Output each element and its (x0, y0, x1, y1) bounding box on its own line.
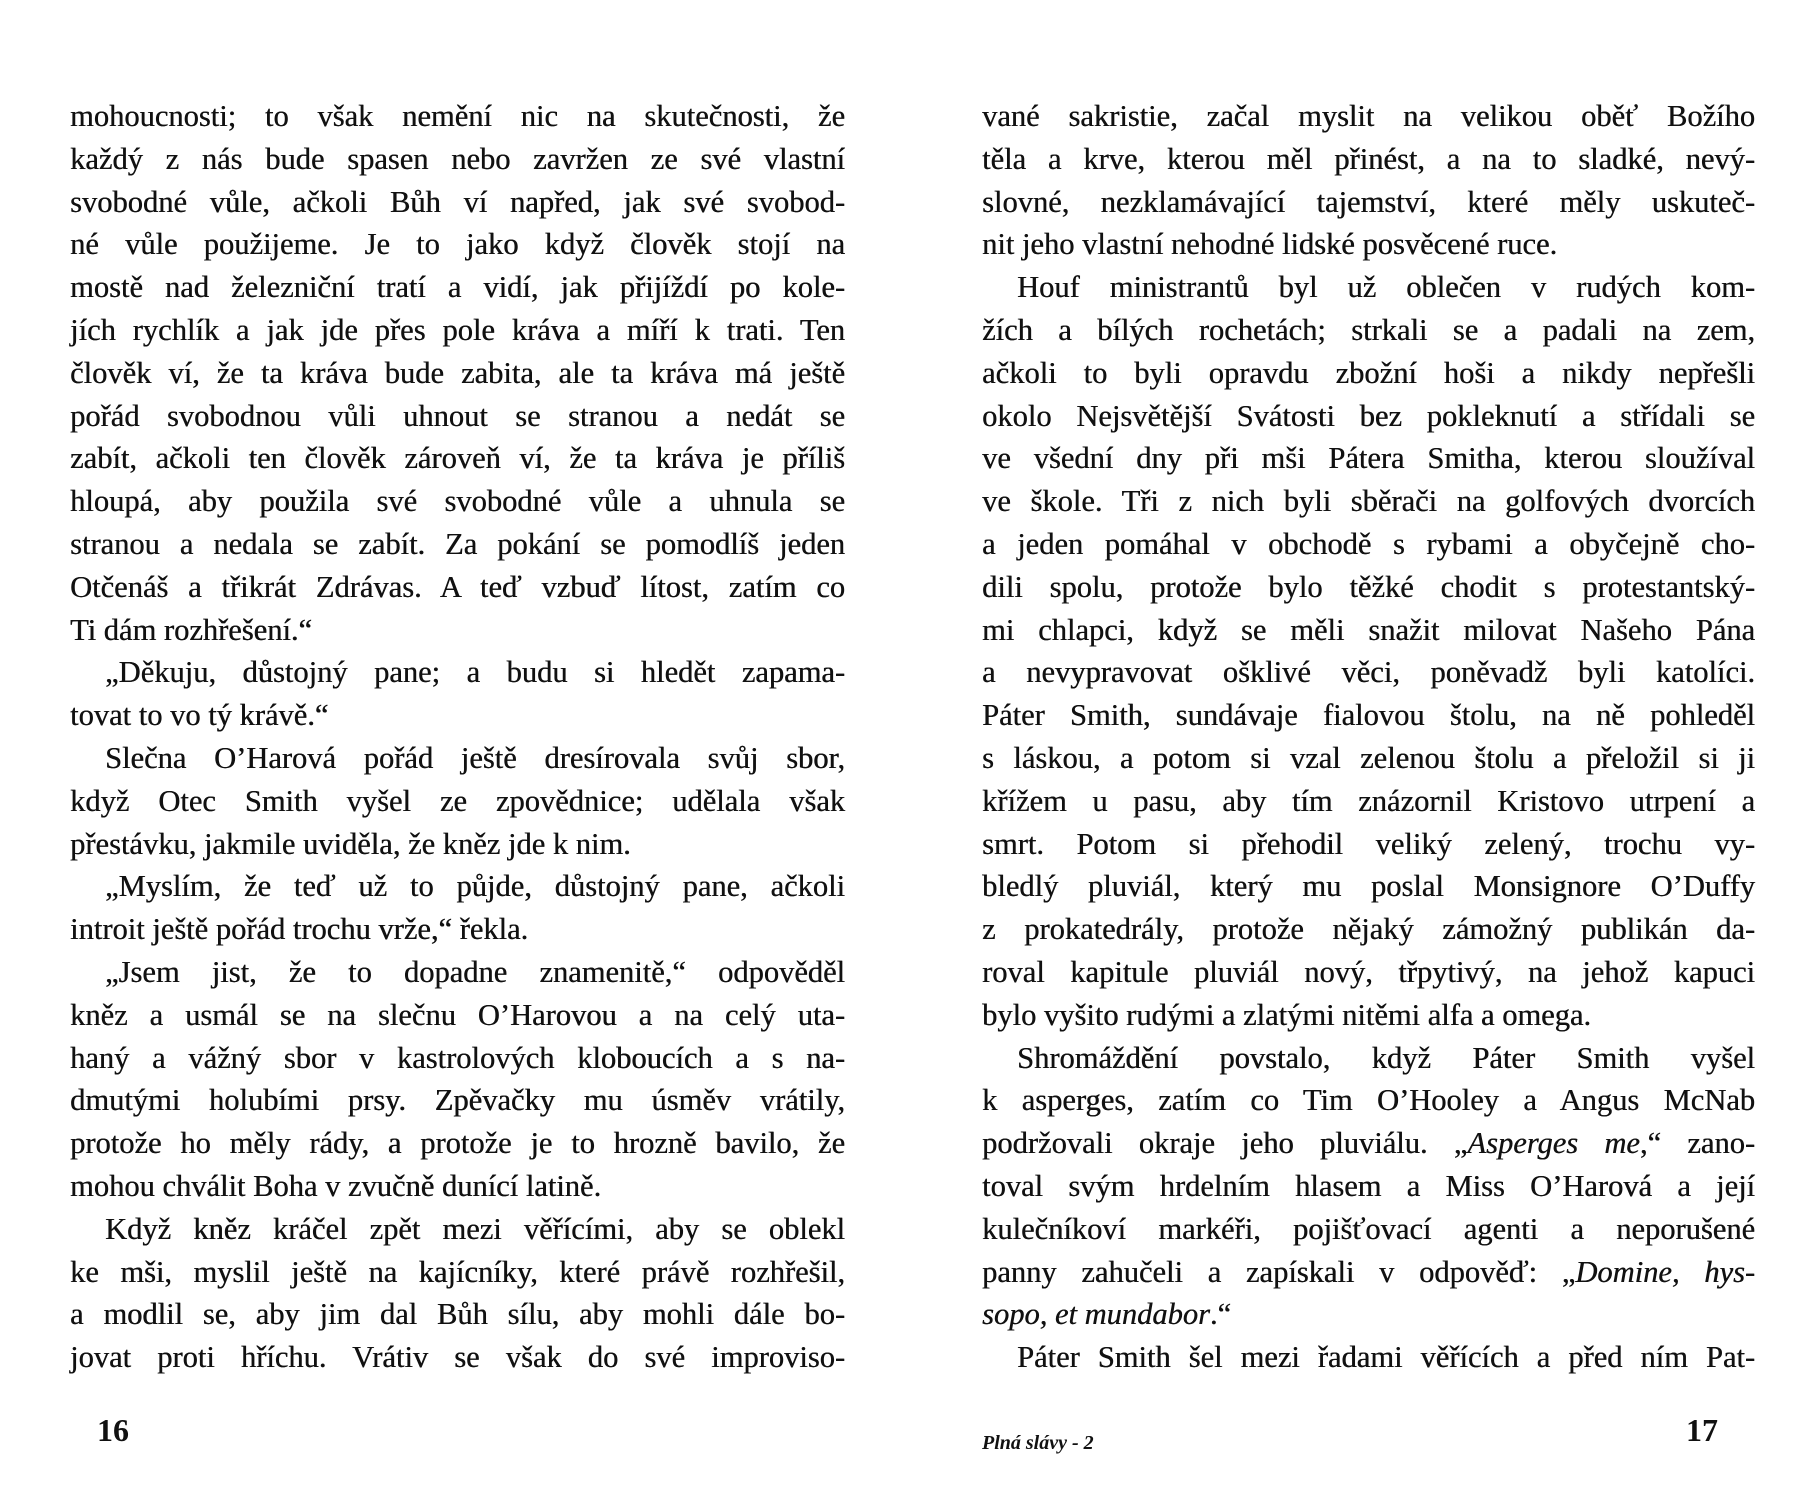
text-line: ke mši, myslil ještě na kajícníky, které právě rozhřešil, (70, 1254, 845, 1289)
text-line: Houf ministrantů byl už oblečen v rudých kom- (1017, 270, 1755, 305)
text-line: každý z nás bude spasen nebo zavržen ze své vlastní (70, 141, 845, 176)
text-line: roval kapitule pluviál nový, třpytivý, na jehož kapuci (982, 954, 1755, 989)
text-line: křížem u pasu, aby tím znázornil Kristovo utrpení a (982, 783, 1755, 818)
text-line: svobodné vůle, ačkoli Bůh ví napřed, jak své svobod- (70, 184, 845, 219)
text-line: jovat proti hříchu. Vrátiv se však do své improviso- (70, 1340, 845, 1375)
text-line: Ti dám rozhřešení.“ (70, 612, 312, 647)
text-line (982, 1122, 1755, 1165)
left-page-text (70, 95, 845, 1379)
text-line: „Myslím, že teď už to půjde, důstojný pane, ačkoli (105, 869, 845, 904)
page-number-left: 16 (97, 1412, 129, 1448)
text-line: bledlý pluviál, který mu poslal Monsignore O’Duffy (982, 869, 1755, 904)
text-line: mohou chválit Boha v zvučně dunící latině. (70, 1168, 602, 1203)
text-line: Páter Smith šel mezi řadami věřících a před ním Pat- (1017, 1340, 1755, 1375)
text-segment: .“ (1209, 1297, 1232, 1332)
signature-mark: Plná slávy - 2 (982, 1432, 1094, 1454)
text-line: smrt. Potom si přehodil veliký zelený, trochu vy- (982, 826, 1755, 861)
page-number-right: 17 (1686, 1412, 1718, 1448)
text-line: okolo Nejsvětější Svátosti bez pokleknutí a střídali se (982, 398, 1755, 433)
text-line: né vůle použijeme. Je to jako když člověk stojí na (70, 227, 845, 262)
text-line: dmutými holubími prsy. Zpěvačky mu úsměv vrátily, (70, 1083, 845, 1118)
text-line: Slečna O’Harová pořád ještě dresírovala svůj sbor, (105, 740, 845, 775)
text-line: stranou a nedala se zabít. Za pokání se pomodlíš jeden (70, 526, 845, 561)
text-line: protože ho měly rády, a protože je to hrozně bavilo, že (70, 1126, 845, 1161)
text-line: mostě nad železniční tratí a vidí, jak přijíždí po kole- (70, 270, 845, 305)
text-line: toval svým hrdelním hlasem a Miss O’Harová a její (982, 1168, 1755, 1203)
text-line: Páter Smith, sundávaje fialovou štolu, na ně pohleděl (982, 698, 1755, 733)
text-line: kulečníkoví markéři, pojišťovací agenti a neporušené (982, 1211, 1755, 1246)
text-line: mi chlapci, když se měli snažit milovat Našeho Pána (982, 612, 1755, 647)
text-line: z prokatedrály, protože nějaký zámožný publikán da- (982, 912, 1755, 947)
text-segment: panny zahučeli a zapískali v odpověď: „ (982, 1254, 1576, 1289)
text-line: tovat to vo tý krávě.“ (70, 698, 329, 733)
text-line: „Děkuju, důstojný pane; a budu si hledět zapama- (105, 655, 845, 690)
text-line: dili spolu, protože bylo těžké chodit s protestantský- (982, 569, 1755, 604)
text-line (982, 1293, 1755, 1336)
text-line: nit jeho vlastní nehodné lidské posvěcené ruce. (982, 227, 1558, 262)
text-line: přestávku, jakmile uviděla, že kněz jde k nim. (70, 826, 631, 861)
italic-text: Asperges me (1467, 1126, 1640, 1161)
text-line: vané sakristie, začal myslit na velikou oběť Božího (982, 99, 1755, 133)
text-line: když Otec Smith vyšel ze zpovědnice; udělala však (70, 783, 845, 818)
italic-text: sopo, et mundabor (982, 1297, 1210, 1332)
text-line: ve škole. Tři z nich byli sběrači na golfových dvorcích (982, 484, 1755, 519)
text-line: žích a bílých rochetách; strkali se a padali na zem, (982, 312, 1755, 347)
text-line: člověk ví, že ta kráva bude zabita, ale ta kráva má ještě (70, 355, 845, 390)
text-line: k asperges, zatím co Tim O’Hooley a Angus McNab (982, 1083, 1755, 1118)
text-line: a nevypravovat ošklivé věci, poněvadž byli katolíci. (982, 655, 1755, 690)
text-line: „Jsem jist, že to dopadne znamenitě,“ odpověděl (105, 954, 845, 989)
text-line: bylo vyšito rudými a zlatými nitěmi alfa a omega. (982, 997, 1592, 1032)
text-line: kněz a usmál se na slečnu O’Harovou a na celý uta- (70, 997, 845, 1032)
italic-text: Domine, hys- (1575, 1254, 1755, 1289)
right-page-text (982, 95, 1755, 1379)
text-segment: ,“ zano- (1639, 1126, 1755, 1161)
text-line: a modlil se, aby jim dal Bůh sílu, aby mohli dále bo- (70, 1297, 845, 1332)
text-line: hloupá, aby použila své svobodné vůle a uhnula se (70, 484, 845, 519)
text-line: těla a krve, kterou měl přinést, a na to sladké, nevý- (982, 141, 1755, 176)
text-line: s láskou, a potom si vzal zelenou štolu a přeložil si ji (982, 740, 1755, 775)
text-line: mohoucnosti; to však nemění nic na skutečnosti, že (70, 99, 845, 133)
text-line: introit ještě pořád trochu vrže,“ řekla. (70, 912, 529, 947)
text-line: haný a vážný sbor v kastrolových kloboucích a s na- (70, 1040, 845, 1075)
text-line: a jeden pomáhal v obchodě s rybami a obyčejně cho- (982, 526, 1755, 561)
text-line: ve všední dny při mši Pátera Smitha, kterou sloužíval (982, 441, 1755, 476)
text-line: pořád svobodnou vůli uhnout se stranou a nedát se (70, 398, 845, 433)
text-line: zabít, ačkoli ten člověk zároveň ví, že ta kráva je příliš (70, 441, 845, 476)
text-segment: podržovali okraje jeho pluviálu. „ (982, 1126, 1468, 1161)
text-line: Shromáždění povstalo, když Páter Smith vyšel (1017, 1040, 1755, 1075)
text-line: Když kněz kráčel zpět mezi věřícími, aby se oblekl (105, 1211, 845, 1246)
text-line: Otčenáš a třikrát Zdrávas. A teď vzbuď lítost, zatím co (70, 569, 845, 604)
text-line: slovné, nezklamávající tajemství, které měly uskuteč- (982, 184, 1755, 219)
text-line (982, 1251, 1755, 1294)
text-line: jích rychlík a jak jde přes pole kráva a míří k trati. Ten (70, 312, 845, 347)
text-line: ačkoli to byli opravdu zbožní hoši a nikdy nepřešli (982, 355, 1755, 390)
